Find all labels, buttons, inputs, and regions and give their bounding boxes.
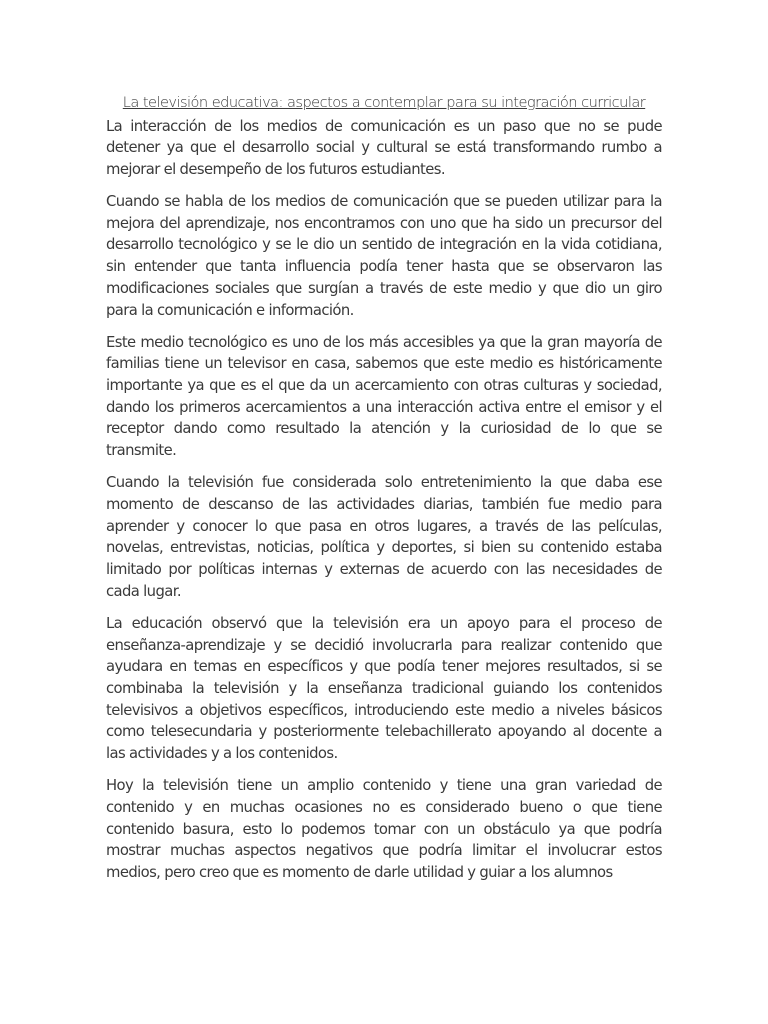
paragraph-3: Este medio tecnológico es uno de los más accesibles ya que la gran mayoría de familias tiene un televisor en casa, sabemos que este medio es históricamente importante ya que es el que da un acercamiento con otras culturas y sociedad, dando los primeros acercamientos a una interacción activa entre el emisor y el receptor dando como resultado la atención y la curiosidad de lo que se transmite.	[106, 333, 662, 460]
paragraph-6: Hoy la televisión tiene un amplio contenido y tiene una gran variedad de contenido y en muchas ocasiones no es considerado bueno o que tiene contenido basura, esto lo podemos tomar con un obstáculo ya que podría mostrar muchas aspectos negativos que podría limitar el involucrar estos medios, pero creo que es momento de darle utilidad y guiar a los alumnos	[106, 777, 662, 881]
document-title: La televisión educativa: aspectos a contemplar para su integración curricular	[122, 94, 646, 111]
paragraph-4: Cuando la televisión fue considerada solo entretenimiento la que daba ese momento de descanso de las actividades diarias, también fue medio para aprender y conocer lo que pasa en otros lugares, a través de las películas, novelas, entrevistas, noticias, política y deportes, si bien su contenido estaba limitado por políticas internas y externas de acuerdo con las necesidades de cada lugar.	[106, 474, 662, 600]
document-page	[106, 92, 662, 894]
paragraph-5: La educación observó que la televisión era un apoyo para el proceso de enseñanza-aprendizaje y se decidió involucrarla para realizar contenido que ayudara en temas en específicos y que podía tener mejores resultados, si se combinaba la televisión y la enseñanza tradicional guiando los contenidos televisivos a objetivos específicos, introduciendo este medio a niveles básicos como telesecundaria y posteriormente telebachillerato apoyando al docente a las actividades y a los contenidos.	[106, 614, 662, 763]
paragraph-2: Cuando se habla de los medios de comunicación que se pueden utilizar para la mejora del aprendizaje, nos encontramos con uno que ha sido un precursor del desarrollo tecnológico y se le dio un sentido de integración en la vida cotidiana, sin entender que tanta influencia podía tener hasta que se observaron las modificaciones sociales que surgían a través de este medio y que dio un giro para la comunicación e información.	[106, 193, 662, 319]
paragraph-1: La interacción de los medios de comunicación es un paso que no se pude detener ya que el desarrollo social y cultural se está transformando rumbo a mejorar el desempeño de los futuros estudiantes.	[106, 117, 662, 178]
